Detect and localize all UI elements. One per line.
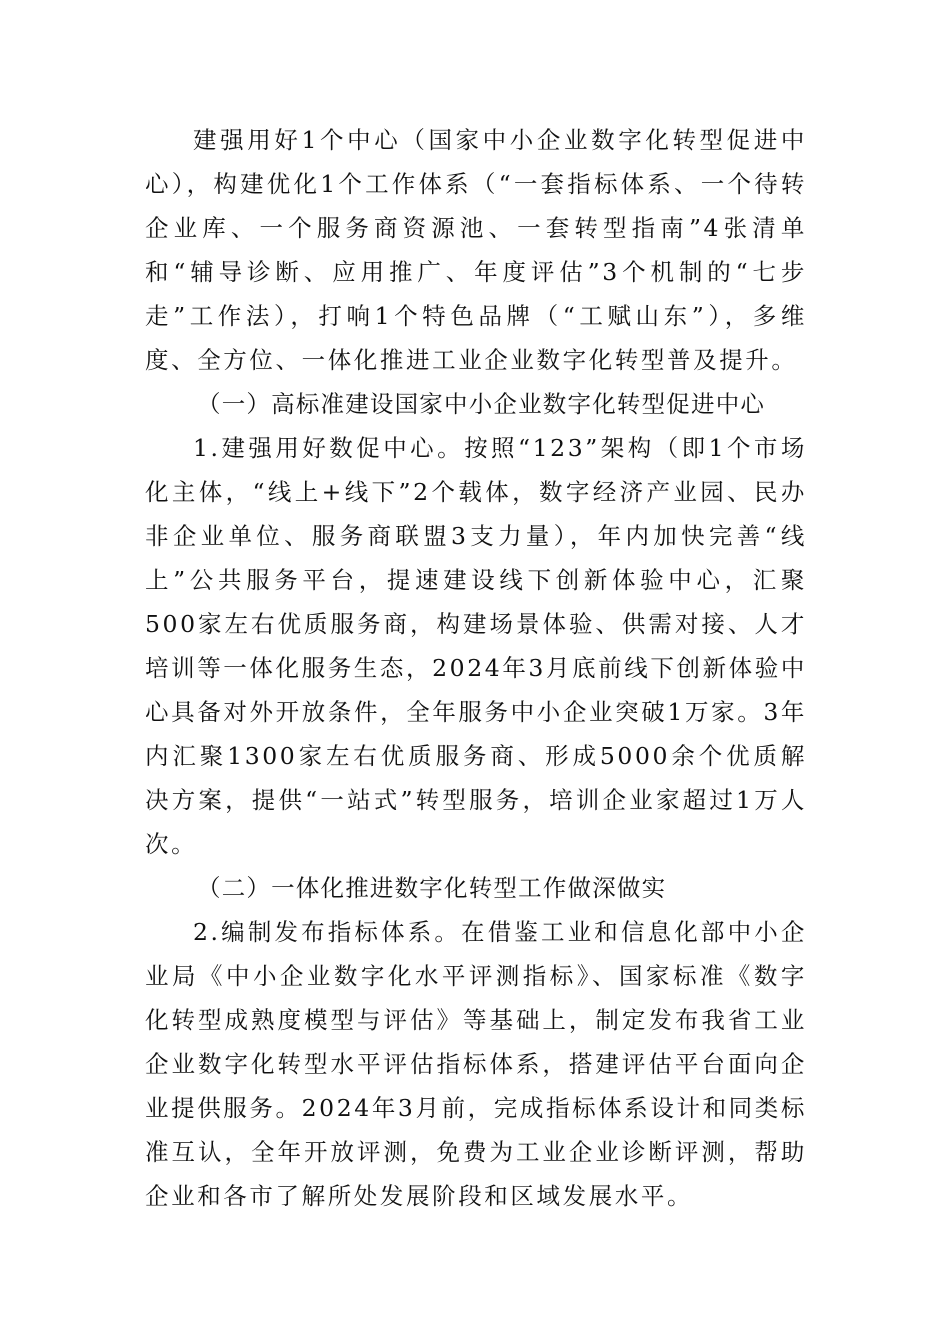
section-heading-1: （一）高标准建设国家中小企业数字化转型促进中心 <box>197 390 766 418</box>
item-body-1: 按照“123”架构（即1个市场化主体，“线上+线下”2个载体，数字经济产业园、民办非企业单位、服务商联盟3支力量），年内加快完善“线上”公共服务平台，提速建设线下创新体验中心，汇聚500家左右优质服务商，构建场景体验、供需对接、人才培训等一体化服务生态，2024年3月底前线下创新体验中心具备对外开放条件，全年服务中小企业突破1万家。3年内汇聚1300家左右优质服务商、形成5000余个优质解决方案，提供“一站式”转型服务，培训企业家超过1万人次。 <box>145 434 807 858</box>
document-page <box>145 118 807 1218</box>
section-heading-2: （二）一体化推进数字化转型工作做深做实 <box>197 874 667 902</box>
item-lead-1: 1.建强用好数促中心。 <box>193 434 465 462</box>
intro-paragraph: 建强用好1个中心（国家中小企业数字化转型促进中心），构建优化1个工作体系（“一套指标体系、一个待转企业库、一个服务商资源池、一套转型指南”4张清单和“辅导诊断、应用推广、年度评估”3个机制的“七步走”工作法），打响1个特色品牌（“工赋山东”），多维度、全方位、一体化推进工业企业数字化转型普及提升。 <box>145 126 807 374</box>
item-body-2: 在借鉴工业和信息化部中小企业局《中小企业数字化水平评测指标》、国家标准《数字化转型成熟度模型与评估》等基础上，制定发布我省工业企业数字化转型水平评估指标体系，搭建评估平台面向企业提供服务。2024年3月前，完成指标体系设计和同类标准互认，全年开放评测，免费为工业企业诊断评测，帮助企业和各市了解所处发展阶段和区域发展水平。 <box>145 918 807 1210</box>
item-paragraph-1 <box>145 426 807 866</box>
item-paragraph-2 <box>145 910 807 1218</box>
item-lead-2: 2.编制发布指标体系。 <box>193 918 462 946</box>
